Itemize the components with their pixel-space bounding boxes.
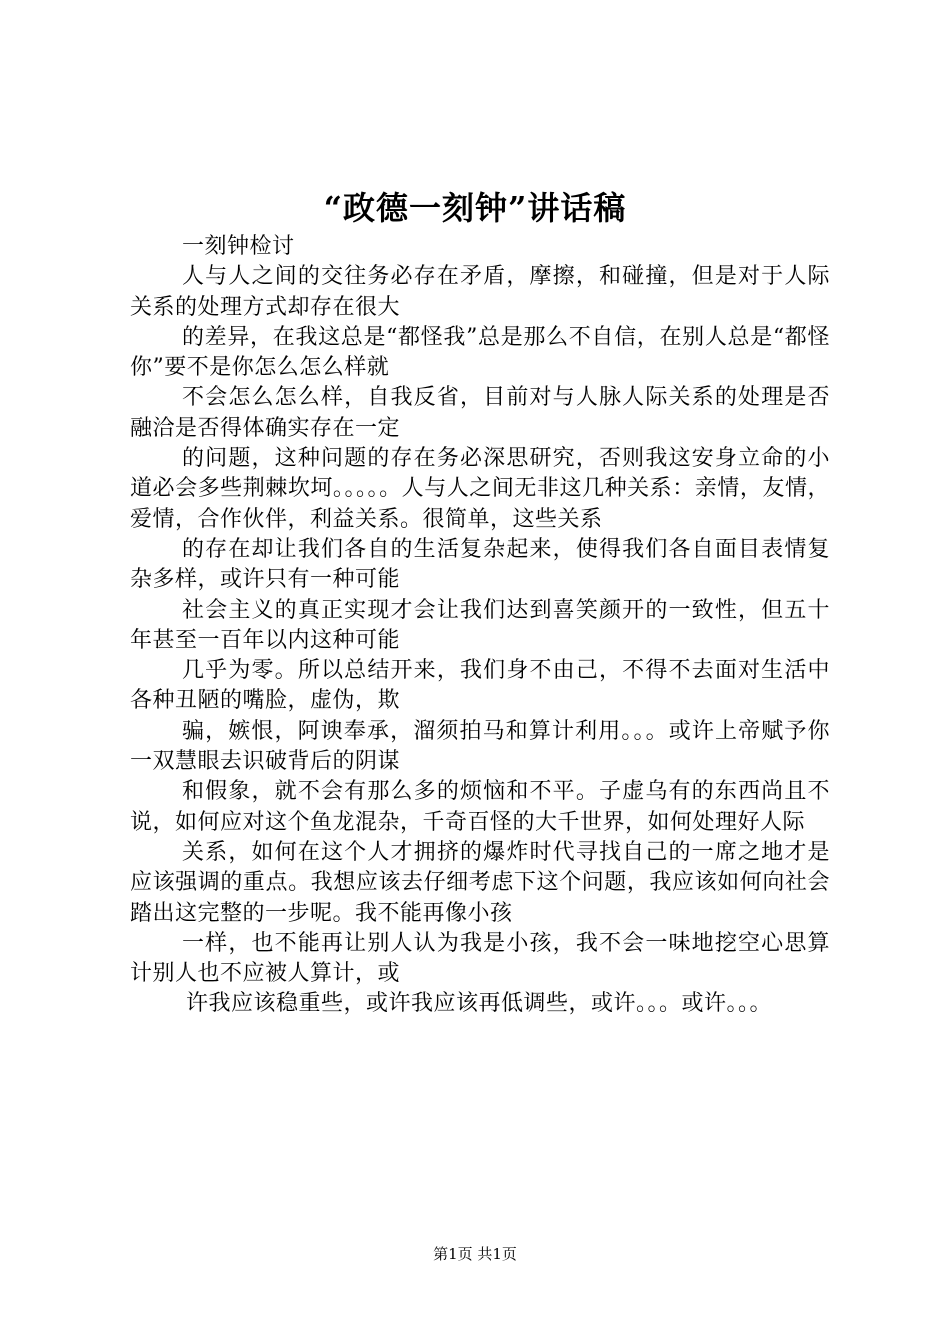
paragraph: 许我应该稳重些，或许我应该再低调些，或许。。。或许。。。: [186, 991, 773, 1017]
paragraph: 社会主义的真正实现才会让我们达到喜笑颜开的一致性，但五十年甚至一百年以内这种可能: [130, 597, 830, 653]
paragraph: 的问题，这种问题的存在务必深思研究，否则我这安身立命的小道必会多些荆棘坎坷。。。。。人与人之间无非这几种关系：亲情，友情，爱情，合作伙伴，利益关系。很简单，这些关系: [130, 446, 830, 532]
paragraph: 一样，也不能再让别人认为我是小孩，我不会一味地挖空心思算计别人也不应被人算计，或: [130, 930, 830, 987]
paragraph: 骗，嫉恨，阿谀奉承，溜须拍马和算计利用。。。或许上帝赋予你一双慧眼去识破背后的阴谋: [130, 718, 830, 775]
document-title: “政德一刻钟”讲话稿: [323, 189, 627, 227]
paragraph: 的差异，在我这总是“都怪我”总是那么不自信，在别人总是“都怪你”要不是你怎么怎么样就: [130, 324, 830, 381]
paragraph: 一刻钟检讨: [182, 234, 295, 259]
paragraph: 几乎为零。所以总结开来，我们身不由己，不得不去面对生活中各种丑陋的嘴脸，虚伪，欺: [130, 658, 830, 714]
paragraph: 和假象，就不会有那么多的烦恼和不平。子虚乌有的东西尚且不说，如何应对这个鱼龙混杂，千奇百怪的大千世界，如何处理好人际: [130, 779, 830, 835]
paragraph: 不会怎么怎么样，自我反省，目前对与人脉人际关系的处理是否融洽是否得体确实存在一定: [130, 385, 830, 441]
page-footer: 第1页 共1页: [433, 1245, 517, 1263]
paragraph: 人与人之间的交往务必存在矛盾，摩擦，和碰撞，但是对于人际关系的处理方式却存在很大: [130, 264, 830, 320]
paragraph: 关系，如何在这个人才拥挤的爆炸时代寻找自己的一席之地才是应该强调的重点。我想应该去仔细考虑下这个问题，我应该如何向社会踏出这完整的一步呢。我不能再像小孩: [130, 839, 830, 926]
paragraph: 的存在却让我们各自的生活复杂起来，使得我们各自面目表情复杂多样，或许只有一种可能: [130, 536, 830, 593]
document-body: [130, 232, 830, 1020]
